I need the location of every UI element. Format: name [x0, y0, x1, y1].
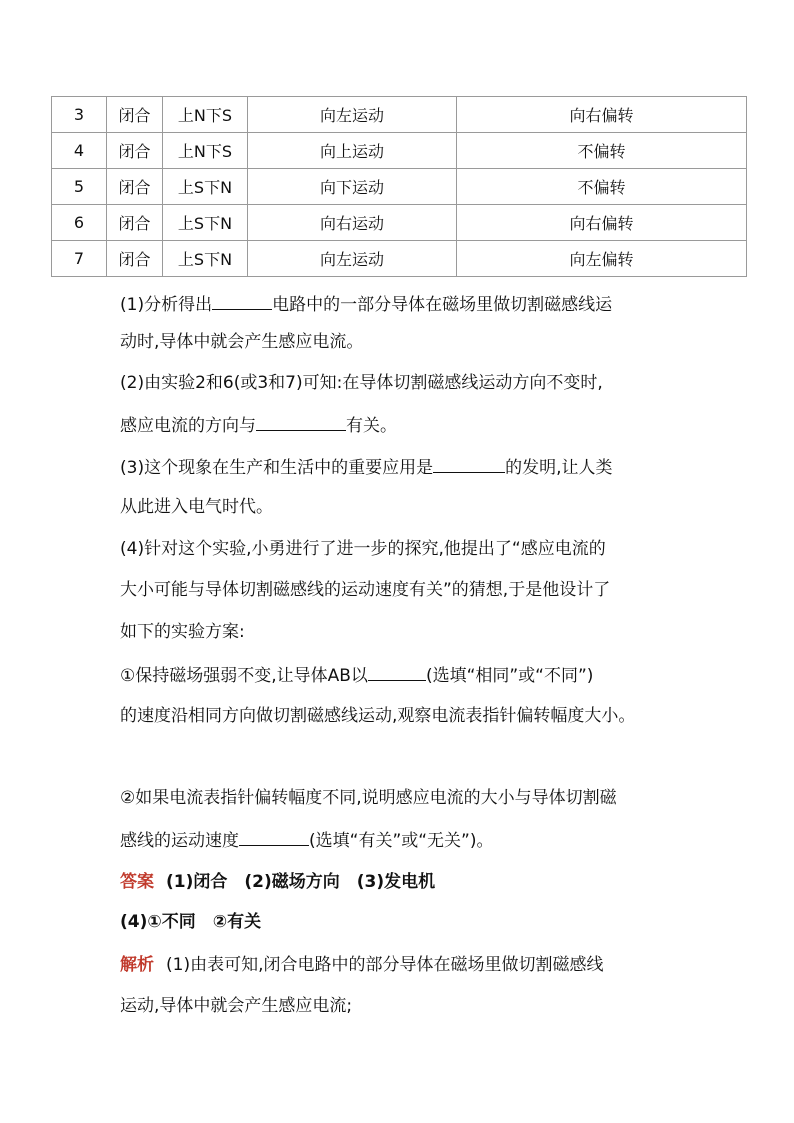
cell-conductor-motion: 向左运动 — [248, 97, 457, 133]
cell-experiment-number: 7 — [52, 241, 107, 277]
cell-conductor-motion: 向上运动 — [248, 133, 457, 169]
table-row — [52, 133, 747, 169]
question-3-text-c: 从此进入电气时代。 — [120, 497, 273, 517]
question-3-line-1 — [120, 455, 613, 479]
question-4-sub-1-line-2 — [120, 705, 635, 727]
experiment-table-body — [52, 97, 747, 277]
cell-experiment-number: 5 — [52, 169, 107, 205]
analysis-label: 解析 — [120, 955, 154, 975]
cell-needle-deflection: 向右偏转 — [457, 97, 747, 133]
question-1-text-c: 动时,导体中就会产生感应电流。 — [120, 332, 364, 352]
answer-blank-3 — [433, 455, 505, 473]
question-4-sub-1-text-a: ①保持磁场强弱不变,让导体AB以 — [120, 666, 368, 686]
cell-circuit-state: 闭合 — [107, 97, 163, 133]
answer-blank-5 — [239, 828, 309, 846]
answer-line-1 — [120, 871, 435, 893]
cell-needle-deflection: 不偏转 — [457, 133, 747, 169]
table-row — [52, 241, 747, 277]
answer-blank-2 — [256, 413, 346, 431]
table-row — [52, 205, 747, 241]
cell-circuit-state: 闭合 — [107, 205, 163, 241]
question-3-text-b: 的发明,让人类 — [505, 458, 613, 478]
question-1-text-a: (1)分析得出 — [120, 295, 213, 315]
answer-blank-4 — [368, 663, 426, 681]
question-4-text-c: 如下的实验方案: — [120, 622, 245, 642]
question-4-text-a: (4)针对这个实验,小勇进行了进一步的探究,他提出了“感应电流的 — [120, 539, 606, 559]
question-3-text-a: (3)这个现象在生产和生活中的重要应用是 — [120, 458, 434, 478]
cell-conductor-motion: 向左运动 — [248, 241, 457, 277]
question-4-sub-2-text-b: 感线的运动速度 — [120, 831, 239, 851]
analysis-text-1: (1)由表可知,闭合电路中的部分导体在磁场里做切割磁感线 — [166, 955, 604, 975]
question-2-text-b: 感应电流的方向与 — [120, 416, 256, 436]
question-4-sub-2-text-a: ②如果电流表指针偏转幅度不同,说明感应电流的大小与导体切割磁 — [120, 788, 617, 808]
answer-blank-1 — [212, 292, 272, 310]
question-4-sub-1-line-1 — [120, 663, 593, 687]
question-3-line-2 — [120, 496, 273, 518]
question-4-sub-2-text-c: (选填“有关”或“无关”)。 — [309, 831, 494, 851]
question-4-text-b: 大小可能与导体切割磁感线的运动速度有关”的猜想,于是他设计了 — [120, 580, 611, 600]
analysis-line-2 — [120, 995, 352, 1017]
cell-experiment-number: 4 — [52, 133, 107, 169]
cell-magnet-poles: 上N下S — [163, 133, 248, 169]
question-4-sub-2-line-1 — [120, 787, 617, 809]
cell-magnet-poles: 上S下N — [163, 169, 248, 205]
cell-needle-deflection: 向左偏转 — [457, 241, 747, 277]
question-2-line-1 — [120, 372, 603, 394]
experiment-table — [51, 96, 747, 277]
cell-circuit-state: 闭合 — [107, 169, 163, 205]
cell-circuit-state: 闭合 — [107, 133, 163, 169]
cell-conductor-motion: 向下运动 — [248, 169, 457, 205]
answer-text-1: (1)闭合 (2)磁场方向 (3)发电机 — [166, 872, 436, 892]
question-4-line-2 — [120, 579, 610, 601]
table-row — [52, 97, 747, 133]
question-2-text-a: (2)由实验2和6(或3和7)可知:在导体切割磁感线运动方向不变时, — [120, 373, 603, 393]
question-4-sub-1-text-b: (选填“相同”或“不同”) — [425, 666, 594, 686]
analysis-line-1 — [120, 954, 603, 976]
cell-circuit-state: 闭合 — [107, 241, 163, 277]
cell-experiment-number: 3 — [52, 97, 107, 133]
cell-magnet-poles: 上S下N — [163, 205, 248, 241]
table-row — [52, 169, 747, 205]
question-2-line-2 — [120, 413, 397, 437]
cell-needle-deflection: 向右偏转 — [457, 205, 747, 241]
analysis-text-2: 运动,导体中就会产生感应电流; — [120, 996, 353, 1016]
question-4-line-1 — [120, 538, 606, 560]
question-1-line-1 — [120, 292, 612, 316]
question-2-text-c: 有关。 — [346, 416, 397, 436]
question-4-sub-1-text-c: 的速度沿相同方向做切割磁感线运动,观察电流表指针偏转幅度大小。 — [120, 706, 636, 726]
cell-experiment-number: 6 — [52, 205, 107, 241]
question-1-line-2 — [120, 331, 363, 353]
cell-needle-deflection: 不偏转 — [457, 169, 747, 205]
answer-line-2 — [120, 911, 261, 933]
cell-conductor-motion: 向右运动 — [248, 205, 457, 241]
answer-text-2: (4)①不同 ②有关 — [120, 912, 262, 932]
answer-label: 答案 — [120, 872, 154, 892]
cell-magnet-poles: 上N下S — [163, 97, 248, 133]
question-1-text-b: 电路中的一部分导体在磁场里做切割磁感线运 — [272, 295, 613, 315]
cell-magnet-poles: 上S下N — [163, 241, 248, 277]
question-4-line-3 — [120, 621, 245, 643]
question-4-sub-2-line-2 — [120, 828, 494, 852]
